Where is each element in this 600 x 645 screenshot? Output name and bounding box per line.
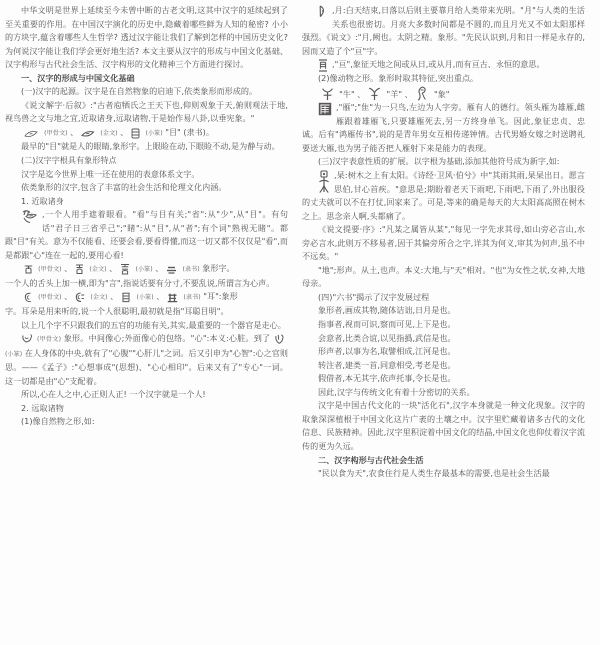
bronze-yan-icon	[75, 263, 84, 275]
label-oracle-4: (甲骨文)	[37, 336, 62, 344]
right-column	[302, 4, 585, 645]
paragraph-xin-text-b: 在人身体的中央,就有了"心腹""心肝儿"之词。后又引申为"心智":心之官则思。——《孟子》:"心想事成"(思想)、"心心相印"。后来又有了"专心"一词。这一切都是由"心"支配着。	[5, 347, 289, 386]
seal-script-wildgoose-icon	[318, 102, 332, 116]
glyph-row-yan	[5, 262, 288, 277]
bronze-ear-icon	[75, 292, 85, 303]
sep-4: 、	[109, 263, 118, 274]
paragraph-yue: ,月:白天结束,日落以后则主要靠月给人类带来光明。"月"与人类的生活关系也很密切。月亮大多数时间都是不圆的,而且月光又不如太阳那样强烈。《说文》:"月,阙也。太阴之精。象形。"先民认识到,月和日一样是永存的,因而又造了个"亘"字。	[302, 5, 585, 56]
glyph-row-animals	[302, 86, 585, 102]
label-oracle-2: (甲骨文)	[38, 266, 62, 274]
paragraph-intro: 中华文明是世界上延续至今未曾中断的古老文明,这其中汉字的延续起到了至关重要的作用。在中国汉字演化的历史中,隐藏着哪些鲜为人知的秘密? 小小的方块字,蕴含着哪些人生哲学? 透过汉字能让我们了解到怎样的中国历史文化? 为何说汉字能让我们学会更好地生活? 本文主要从汉字的形成与中国文化基础、汉字构形与古代社会生活、汉字构形的文化精神三个方面进行探讨。	[5, 5, 288, 70]
paragraph-animal-forms: (2)像动物之形。象形时取其特征,突出重点。	[318, 73, 479, 84]
paragraph-xin-conclusion: 所以,心在人之中,心正则人正! 一个汉字就是一个人!	[21, 389, 206, 400]
paragraph-ideographic: 汉字是迄今世界上唯一还在使用的表意体系文字。	[21, 168, 200, 179]
paragraph-extension: (三)汉字表意性质的扩展。以字根为基础,添加其他符号成为新字,如:	[318, 156, 560, 167]
oracle-bone-ear-icon	[24, 292, 33, 303]
sep-3: 、	[64, 263, 73, 274]
label-seal-1: (小篆)	[145, 129, 163, 137]
sep-7: 、	[110, 291, 119, 302]
paragraph-gen: ,"亘",象征天地之间或从日,或从月,而有亘古、永恒的意思。	[332, 59, 545, 70]
paragraph-yan2-block	[302, 101, 585, 155]
seal-script-ear-icon	[121, 292, 131, 303]
oracle-bone-sheep-icon	[368, 87, 381, 101]
sep-5: 、	[155, 263, 164, 274]
paragraph-tiyao-quote: 《说文提要·序》:"凡某之属皆从某","每见一字先求其母,如山旁必言山,水旁必言水,此则万不移易者,因于其偏旁所合之字,详其为何义,审其为何声,虽不中不远矣。"	[302, 224, 585, 262]
label-oracle-1: (甲骨文)	[44, 129, 68, 137]
bronze-eye-icon	[81, 130, 95, 139]
paragraph-item-2: 2. 远取诸物	[21, 402, 64, 413]
animal-label-ox: "牛"	[339, 88, 355, 99]
paragraph-living-fossil: 汉字是中国古代文化的一块"活化石",汉字本身就是一种文化现象。汉字的取象深深植根于中国文化这片广袤的土壤之中。汉字里贮藏着诸多古代的文化信息、民族精神。因此,汉字里积淀着中国文化的结晶,中国文化也仰仗着汉字流传的更为久远。	[302, 400, 585, 451]
paragraph-gao-block	[302, 169, 585, 223]
paragraph-liushu-zhishi: 指事者,视而可识,察而可见,上下是也。	[318, 319, 456, 330]
paragraph-liushu-heading: (四)"六书"揭示了汉字发展过程	[318, 291, 430, 302]
oracle-bone-kan-icon	[21, 209, 38, 224]
clerical-script-yan-icon	[166, 266, 177, 275]
label-clerical-3: (隶书)	[183, 294, 201, 302]
glyph-row-mu	[5, 126, 288, 141]
sep-2: 、	[120, 126, 129, 137]
paragraph-five-senses: 以上几个字不只跟我们的五官的功能有关,其实,最重要的一个器官是走心。	[21, 319, 286, 330]
sep-8: 、	[156, 291, 165, 302]
oracle-bone-yan-icon	[24, 264, 33, 275]
seal-script-heart-icon	[273, 334, 285, 345]
glyph-row-er	[5, 290, 288, 305]
paragraph-er-explain: 字。耳朵是用来听的,说一个人很聪明,最初就是指"耳聪目明"。	[5, 306, 229, 317]
oracle-bone-heart-icon	[21, 333, 33, 344]
paragraph-liushu-xiangxing: 象形者,画成其物,随体诘诎,日月是也。	[318, 305, 456, 316]
oracle-bone-moon-icon	[318, 5, 328, 18]
paragraph-yan2: ,"雁";"隹"为一只鸟,左边为人字旁。雁有人的德行。领头雁为雄雁,雌雁跟着雄雁飞,只要雄雁死去,另一方终身单飞。因此,象征忠贞、忠诚。后有"鸿雁传书",说的是青年男女互相传递钟情。古代男婚女嫁之时送聘礼要送大雁,也为男子能否把人雁射下来是能力的表现。	[302, 102, 585, 153]
animal-label-sheep: "羊"	[386, 88, 403, 99]
paragraph-xin-a	[5, 332, 288, 388]
paragraph-xin-text-a: 象形。中间像心;外面像心的包络。"心":本义:心脏。到了	[63, 333, 271, 344]
paragraph-origin: (一)汉字的起源。汉字是在自然物象的启迪下,依类象形而形成的。	[21, 86, 258, 97]
seal-script-yan-icon	[120, 263, 130, 275]
oracle-bone-ox-icon	[321, 87, 334, 101]
oracle-bone-gao-icon	[318, 170, 330, 194]
label-bronze-1: (金文)	[100, 129, 118, 137]
clerical-script-ear-icon	[167, 293, 178, 303]
paragraph-section2-opening: "民以食为天",农食住行是人类生存最基本的需要,也是社会生活最	[318, 468, 550, 479]
glyph-row-yan-tail: 象形字。	[202, 263, 235, 274]
label-seal-2: (小篆)	[135, 266, 153, 274]
paragraph-gen-block	[302, 58, 585, 72]
paragraph-shuowen-quote: 《说文解字·后叙》:"古者庖牺氏之王天下也,仰则观象于天,俯则观法于地,视鸟兽之文与地之宜,近取诸身,远取诸物,于是始作易八卦,以垂宪象。"	[5, 99, 288, 124]
paragraph-liushu-conclusion: 因此,汉字与传统文化有着十分密切的关系。	[318, 386, 475, 397]
section-heading-1: 一、汉字的形成与中国文化基础	[21, 72, 135, 83]
paragraph-culture-content: 依类象形的汉字,包含了丰富的社会生活和伦理文化内涵。	[21, 182, 227, 193]
oracle-bone-eye-icon	[24, 130, 39, 139]
paragraph-liushu-huiyi: 会意者,比类合谊,以见指撝,武信是也。	[318, 332, 456, 343]
label-seal-3: (小篆)	[136, 294, 154, 302]
sep-1: 、	[70, 126, 79, 137]
sep-a2: 、	[404, 88, 413, 99]
seal-script-eye-icon	[131, 128, 140, 139]
sep-6: 、	[64, 291, 73, 302]
glyph-row-er-tail: "耳":象形	[203, 291, 238, 302]
paragraph-liushu-zhuanzhu: 转注者,建类一首,同意相受,考老是也。	[318, 359, 456, 370]
oracle-bone-elephant-icon	[415, 86, 428, 101]
label-bronze-3: (金文)	[90, 294, 108, 302]
paragraph-item-1: 1. 近取诸身	[21, 195, 64, 206]
paragraph-kan-block	[5, 208, 288, 262]
paragraph-kan: ,一个人用手遮着眼看。"看"与目有关;"省":从"少",从"目"。有句话"君子日三省乎己";"睹":从"目",从"者";有个词"熟视无睹"。都跟"目"有关。意为不仅能看、还要会看,要看得懂,而这一切又都不仅仅是"看",而是都跟"心"连在一起的,要用心看!	[5, 209, 288, 260]
section-heading-2: 二、汉字构形与古代社会生活	[318, 454, 424, 465]
label-bronze-2: (金文)	[89, 266, 107, 274]
paragraph-natural-forms: (1)像自然物之形,如:	[21, 416, 95, 427]
paragraph-earliest-mu: 最早的"目"就是人的眼睛,象形字。上眼睑在动,下眼睑不动,是为静与动。	[21, 141, 280, 152]
paragraph-liushu-xingsheng: 形声者,以事为名,取譬相成,江河是也。	[318, 346, 456, 357]
label-oracle-3: (甲骨文)	[38, 294, 62, 302]
paragraph-yan-explain: 一个人的舌头上加一横,即为"言",指说话要有分寸,不要乱说,所谓言为心声。	[5, 277, 275, 288]
sep-a1: 、	[357, 88, 366, 99]
paragraph-yue-block	[302, 4, 585, 58]
left-column	[5, 4, 288, 645]
paragraph-sub-2: (二)汉字字根具有象形特点	[21, 155, 117, 166]
label-clerical-2: (隶书)	[182, 266, 200, 274]
paragraph-gao: ,杲:树木之上有太阳。《诗经·卫风·伯兮》中"其雨其雨,杲杲出日。愿言思伯,甘心首疾。"意思是;期盼着老天下雨吧,下雨吧,下雨了,外出服役的丈夫就可以不在打仗,回家来了。可是,等来的确是每天的大太阳高高照在树木之上。思念亲人啊,头都痛了。	[302, 170, 585, 221]
animal-label-elephant: "象"	[433, 88, 450, 99]
glyph-row-mu-tail: "目" (隶书)。	[165, 126, 214, 137]
paragraph-di: "地";形声。从土,也声。本义:大地,与"天"相对。"也"为女性之状,女神,大地母亲。	[302, 264, 585, 289]
paragraph-liushu-jiajie: 假借者,本无其字,依声托事,令长是也。	[318, 373, 456, 384]
seal-script-gen-icon	[318, 59, 328, 72]
label-seal-4: (小篆)	[5, 350, 23, 358]
paragraph-xin-block	[5, 332, 288, 388]
